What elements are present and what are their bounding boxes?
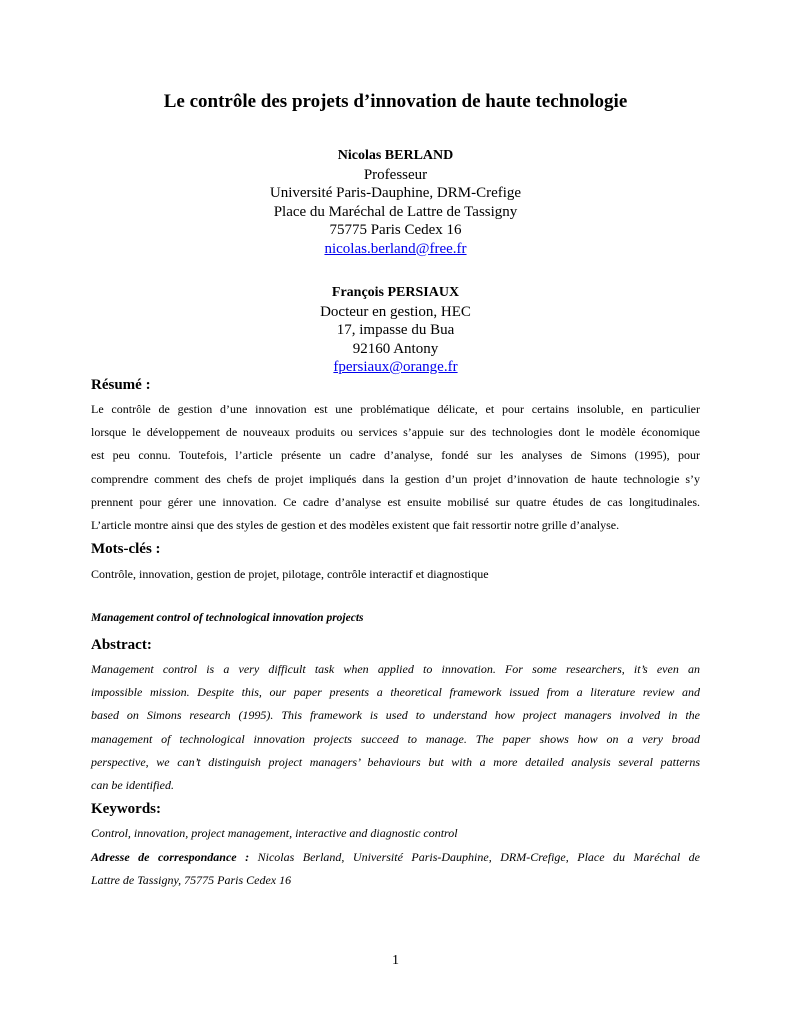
abstract-heading: Abstract:: [91, 637, 152, 653]
resume-line: L’article montre ainsi que des styles de gestion et des modèles existent que fait ressortir notre grille d’analyse.: [91, 518, 620, 533]
author-affiliation-line: Professeur: [363, 166, 428, 183]
abstract-line: Management control is a very difficult task when applied to innovation. For some researchers, it’s even an: [91, 662, 700, 676]
keywords-heading: Keywords:: [91, 801, 161, 817]
author-affiliation-line: 17, impasse du Bua: [336, 322, 455, 338]
correspondance-line: Nicolas Berland, Université Paris-Dauphine, DRM-Crefige, Place du Maréchal de: [249, 850, 700, 864]
author-affiliation-line: 75775 Paris Cedex 16: [329, 222, 462, 238]
resume-paragraph: [91, 398, 700, 537]
abstract-line: perspective, we can’t distinguish project managers’ behaviours but with a more detailed analysis several patterns: [91, 754, 700, 769]
resume-heading: Résumé :: [91, 377, 151, 393]
motscles-heading: Mots-clés :: [91, 541, 161, 557]
author-block-2: [0, 284, 791, 377]
resume-line: est peu connu. Toutefois, l’article présente un cadre d’analyse, fondé sur les analyses de Simons (1995), pour: [91, 448, 700, 463]
keywords-text: Control, innovation, project management, interactive and diagnostic control: [91, 826, 458, 840]
author-name: François PERSIAUX: [331, 285, 460, 300]
abstract-line: management of technological innovation projects succeed to manage. The paper shows how on a very broad: [91, 731, 700, 746]
abstract-line: can be identified.: [91, 778, 174, 793]
abstract-line: based on Simons research (1995). This framework is used to understand how project managers involved in the: [91, 708, 700, 723]
resume-line: comprendre comment des chefs de projet impliqués dans la gestion d’un projet d’innovation de haute technologie s’y: [91, 471, 700, 486]
resume-line: lorsque le développement de nouveaux produits ou services s’appuie sur des technologies dont le modèle économique: [91, 425, 700, 440]
author-affiliation-line: 92160 Antony: [352, 340, 439, 357]
author-affiliation-line: Docteur en gestion, HEC: [320, 303, 471, 320]
resume-line: prennent pour gérer une innovation. Ce cadre d’analyse est ensuite mobilisé sur quatre études de cas longitudinales.: [91, 494, 700, 509]
page-number: 1: [392, 953, 399, 968]
author-email-link[interactable]: nicolas.berland@free.fr: [324, 240, 467, 257]
author-email-link[interactable]: fpersiaux@orange.fr: [333, 359, 458, 375]
abstract-line: impossible mission. Despite this, our paper presents a theoretical framework issued from a literature review and: [91, 685, 700, 700]
english-title: Management control of technological innovation projects: [91, 612, 364, 624]
author-affiliation-line: Université Paris-Dauphine, DRM-Crefige: [269, 185, 522, 201]
author-name: Nicolas BERLAND: [337, 148, 454, 163]
paper-title: Le contrôle des projets d’innovation de haute technologie: [163, 91, 628, 112]
resume-line: Le contrôle de gestion d’une innovation est une problématique délicate, et pour certains insoluble, en particulier: [91, 402, 700, 416]
motscles-text: Contrôle, innovation, gestion de projet, pilotage, contrôle interactif et diagnostique: [91, 567, 489, 581]
correspondance-block: [91, 846, 700, 892]
correspondance-line: Lattre de Tassigny, 75775 Paris Cedex 16: [91, 873, 292, 888]
author-affiliation-line: Place du Maréchal de Lattre de Tassigny: [273, 203, 518, 220]
correspondance-label: Adresse de correspondance :: [91, 850, 250, 864]
author-block-1: [0, 147, 791, 258]
abstract-paragraph: [91, 658, 700, 797]
